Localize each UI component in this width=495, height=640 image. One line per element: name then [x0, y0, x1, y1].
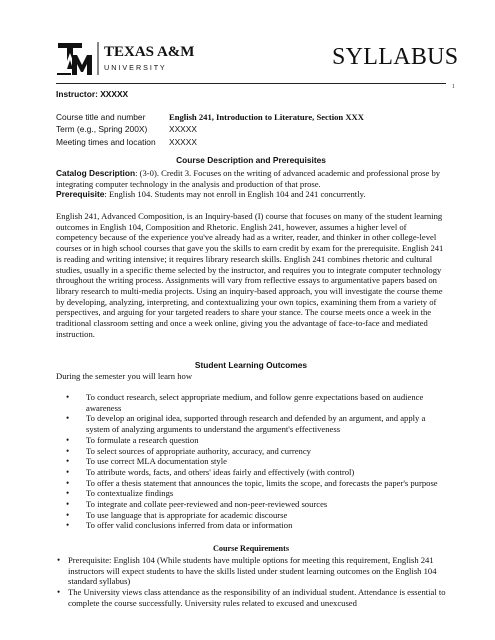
- course-title-label: Course title and number: [56, 112, 146, 122]
- list-item: • To contextualize findings: [56, 488, 446, 499]
- description-heading: Course Description and Prerequisites: [176, 155, 326, 165]
- texas-am-logo: [56, 39, 226, 77]
- list-item: • To use language that is appropriate for academic discourse: [56, 510, 446, 521]
- list-item: • To offer a thesis statement that announces the topic, limits the scope, and forecasts the paper's purpose: [56, 478, 446, 489]
- prerequisite-line: [56, 189, 446, 200]
- prerequisite-text: : English 104. Students may not enroll in English 104 and 241 concurrently.: [104, 189, 366, 199]
- list-item: • To develop an original idea, supported through research and defended by an argument, and apply a system of analyzing arguments to understand the argument's effectiveness: [56, 413, 446, 434]
- header-divider: [56, 83, 446, 84]
- page-number: 1: [452, 84, 455, 90]
- catalog-description: [56, 168, 446, 189]
- list-item: • To formulate a research question: [56, 435, 446, 446]
- outcomes-heading: Student Learning Outcomes: [194, 360, 308, 370]
- catalog-label: Catalog Description: [56, 168, 136, 178]
- list-item: • Prerequisite: English 104 (While students have multiple options for meeting this requirement, English 241 instructors will expect students to have the skills listed under student learning outcomes on the English 104 standard syllabus): [56, 555, 446, 587]
- logo-wordmark: TEXAS A&M: [104, 44, 195, 60]
- list-item: • To integrate and collate peer-reviewed and non-peer-reviewed sources: [56, 499, 446, 510]
- requirements-heading: Course Requirements: [212, 544, 290, 553]
- course-title-value-text: English 241, Introduction to Literature, Section XXX: [169, 112, 364, 122]
- term-label: Term (e.g., Spring 200X): [56, 124, 148, 134]
- instructor-line: [56, 89, 446, 99]
- logo-subword: U N I V E R S I T Y: [104, 63, 165, 72]
- outcomes-list: [56, 392, 446, 531]
- course-overview-paragraph: English 241, Advanced Composition, is an Inquiry-based (I) course that focuses on many of the student learning outcomes in English 104, Composition and Rhetoric. English 241, however, assumes a higher level of competency because of the experience you've already had as a writer, reader, and thinker in other college-level courses or in high school courses that gave you the skills to earn credit by exam for the prerequisite. English 241 is reading and writing intensive; it requires library research skills. English 241 combines rhetoric and cultural studies, usually in a specific theme selected by the instructor, and requires you to integrate computer technology throughout the writing process. Assignments will vary from reflective essays to argumentative papers based on library research to multi-media projects. Using an inquiry-based approach, you will investigate the course theme by developing, analyzing, interpreting, and contextualizing your own topics, examining them from a variety of perspectives, and arguing for your targeted readers to share your stance. The course meets once a week in the traditional classroom setting and once a week online, giving you the advantage of face-to-face and mediated instruction.: [56, 211, 444, 339]
- tamu-logo-graphic: [56, 39, 226, 77]
- instructor-value: XXXXX: [100, 89, 129, 99]
- meeting-value: XXXXX: [169, 137, 197, 147]
- document-header: [56, 39, 459, 89]
- course-title-value: [169, 112, 364, 122]
- prerequisite-label: Prerequisite: [56, 189, 105, 199]
- list-item: • To select sources of appropriate authority, accuracy, and currency: [56, 446, 446, 457]
- list-item: • To use correct MLA documentation style: [56, 456, 446, 467]
- catalog-text: : (3-0). Credit 3. Focuses on the writing of advanced academic and professional prose by integrating computer technology in the analysis and production of that prose.: [56, 168, 441, 189]
- document-title: SYLLABUS: [332, 44, 459, 70]
- instructor-label: Instructor:: [56, 89, 98, 99]
- list-item: • To offer valid conclusions inferred from data or information: [56, 520, 446, 531]
- requirements-list: [56, 555, 446, 609]
- list-item: • To conduct research, select appropriate medium, and follow genre expectations based on audience awareness: [56, 392, 446, 413]
- outcomes-intro: During the semester you will learn how: [56, 371, 193, 381]
- meeting-label: Meeting times and location: [56, 137, 156, 147]
- list-item: • The University views class attendance as the responsibility of an individual student. Attendance is essential to complete the course successfully. University rules related to excused and unexcused: [56, 587, 446, 608]
- term-value: XXXXX: [169, 124, 197, 134]
- list-item: • To attribute words, facts, and others' ideas fairly and effectively (with control): [56, 467, 446, 478]
